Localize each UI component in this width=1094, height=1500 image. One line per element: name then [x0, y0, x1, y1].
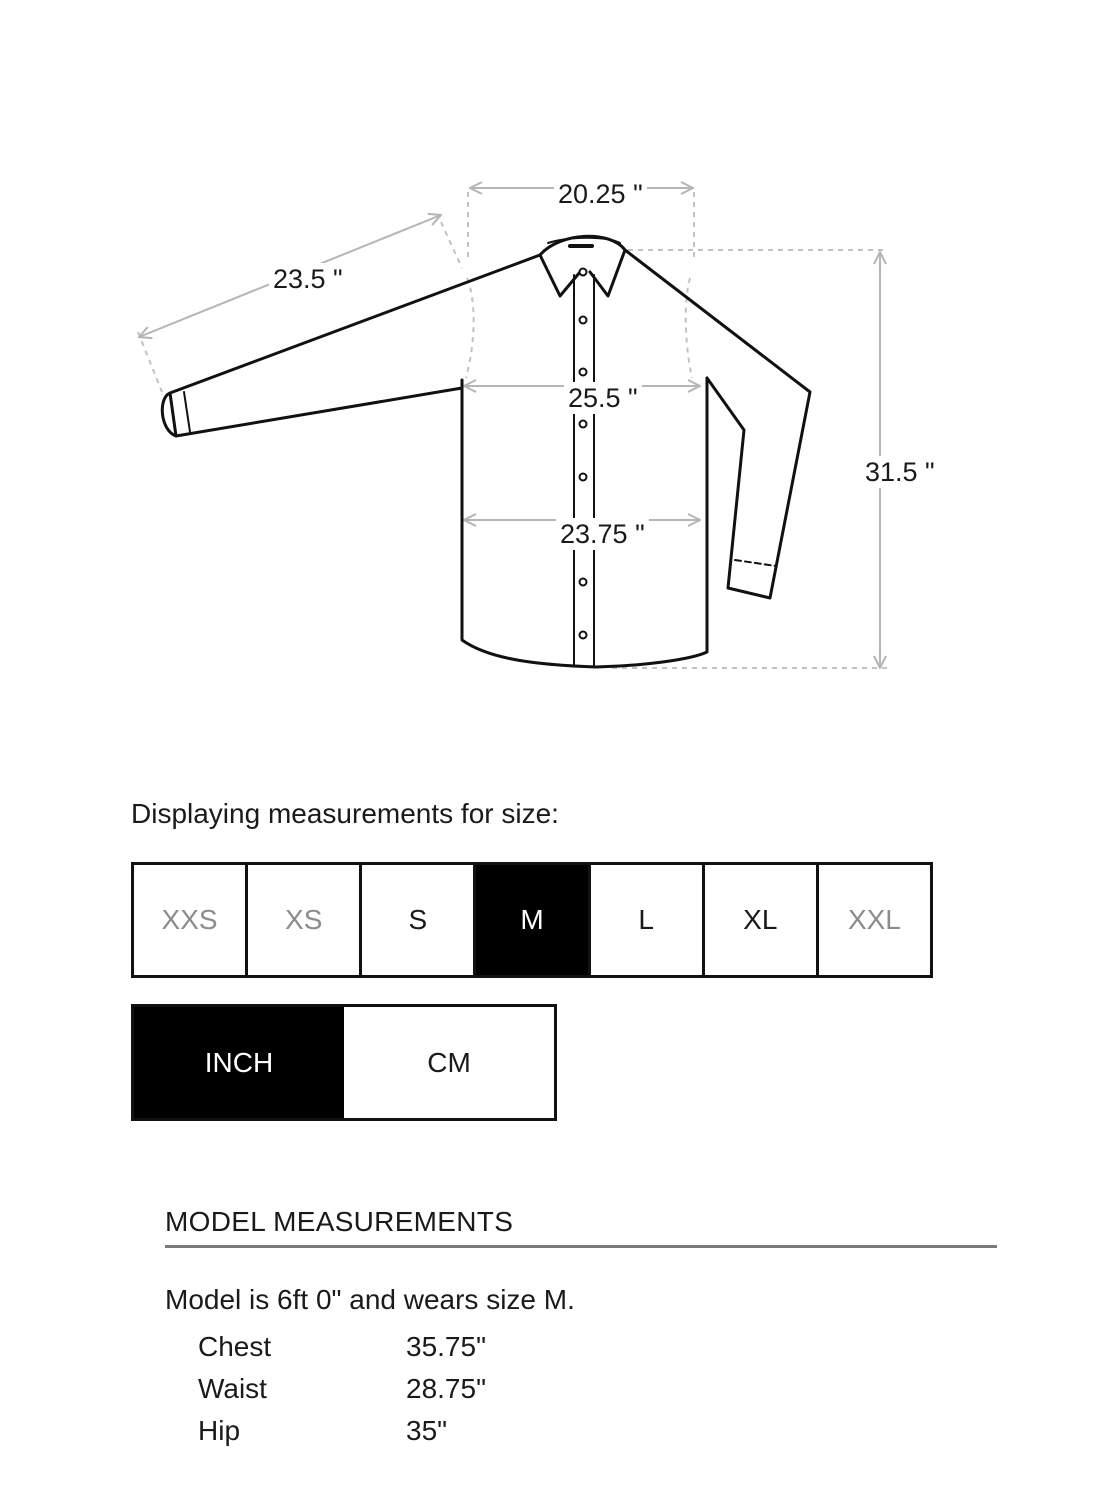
model-measurements-heading: MODEL MEASUREMENTS [165, 1206, 514, 1237]
unit-option-cm[interactable]: CM [344, 1007, 554, 1118]
measurement-arrows [139, 188, 880, 668]
measurement-label: Hip [198, 1415, 241, 1446]
shirt-illustration [0, 0, 1094, 720]
section-divider [165, 1245, 997, 1248]
size-option-m[interactable]: M [476, 865, 590, 975]
shoulder-width-label: 20.25 " [554, 178, 647, 210]
placket-buttons [580, 269, 587, 639]
size-option-s[interactable]: S [362, 865, 476, 975]
model-row-hip [198, 1410, 486, 1452]
model-measurements-table [198, 1326, 486, 1452]
size-option-xxl[interactable]: XXL [819, 865, 930, 975]
model-row-waist [198, 1368, 486, 1410]
measurement-label: Chest [198, 1331, 272, 1362]
body-length-label: 31.5 " [861, 456, 939, 488]
size-picker-caption: Displaying measurements for size: [131, 798, 559, 829]
unit-option-inch[interactable]: INCH [134, 1007, 344, 1118]
measurement-value: 35" [406, 1415, 448, 1446]
guide-lines [138, 192, 888, 668]
measurement-value: 28.75" [406, 1373, 487, 1404]
sleeve-length-label: 23.5 " [269, 263, 347, 295]
measurement-value: 35.75" [406, 1331, 487, 1362]
size-option-xl[interactable]: XL [705, 865, 819, 975]
waist-width-label: 23.75 " [556, 518, 649, 550]
size-selector [131, 862, 933, 978]
unit-toggle [131, 1004, 557, 1121]
measurement-label: Waist [198, 1373, 267, 1404]
size-option-xs[interactable]: XS [248, 865, 362, 975]
model-summary: Model is 6ft 0" and wears size M. [165, 1284, 575, 1315]
shirt-outline [162, 236, 810, 667]
size-option-l[interactable]: L [591, 865, 705, 975]
chest-width-label: 25.5 " [564, 382, 642, 414]
shirt-measurement-diagram [0, 0, 1094, 720]
size-option-xxs[interactable]: XXS [134, 865, 248, 975]
model-row-chest [198, 1326, 486, 1368]
